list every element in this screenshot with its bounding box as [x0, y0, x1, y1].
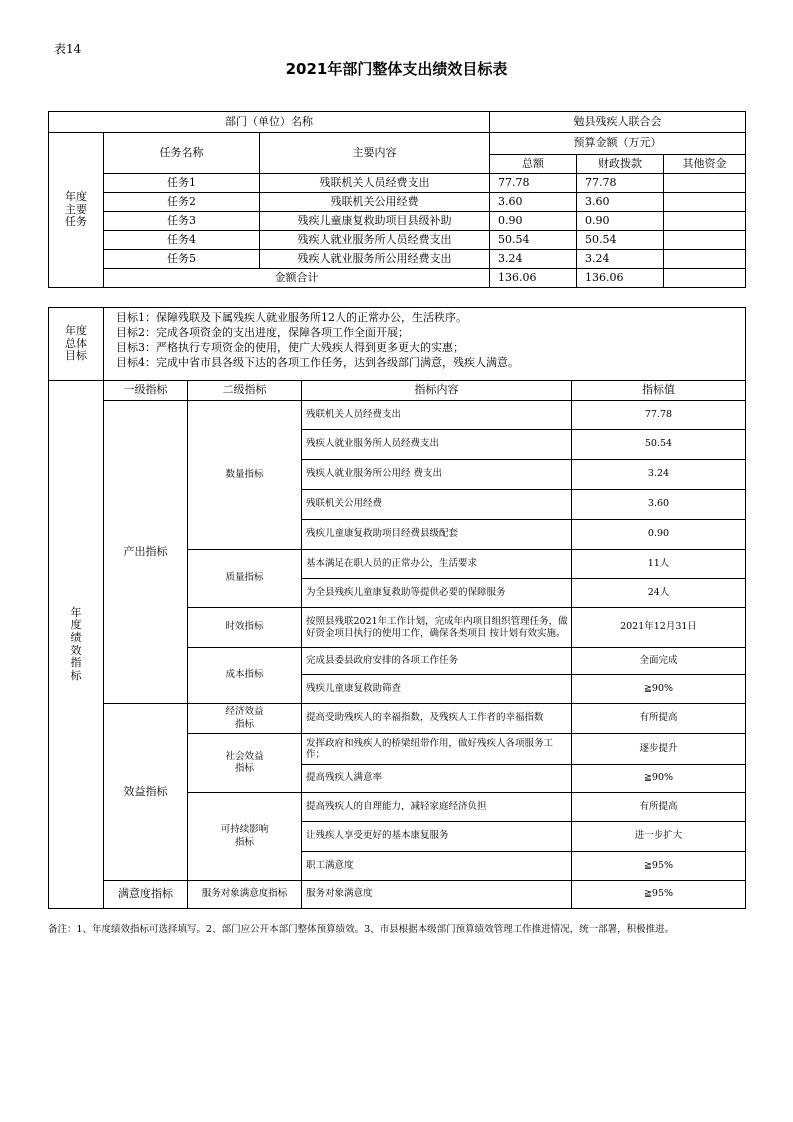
table-row: [49, 881, 746, 909]
header-content: 主要内容: [260, 133, 490, 174]
sum-label: 金额合计: [104, 269, 490, 288]
task-fiscal: 3.24: [577, 250, 664, 269]
indicator-content: 提高受助残疾人的幸福指数，及残疾人工作者的幸福指数: [302, 704, 572, 734]
indicator-value: 3.60: [572, 490, 746, 520]
header-indicator-value: 指标值: [572, 381, 746, 401]
group-satisfaction: 满意度指标: [104, 881, 188, 909]
indicator-value: 3.24: [572, 460, 746, 490]
task-fiscal: 77.78: [577, 174, 664, 193]
table-row: [49, 193, 746, 212]
task-total: 50.54: [490, 231, 577, 250]
task-total: 0.90: [490, 212, 577, 231]
task-content: 残疾人就业服务所人员经费支出: [260, 231, 490, 250]
task-other: [664, 250, 746, 269]
indicator-content: 让残疾人享受更好的基本康复服务: [302, 822, 572, 852]
indicator-content: 残疾人就业服务所人员经费支出: [302, 430, 572, 460]
task-content: 残联机关公用经费: [260, 193, 490, 212]
indicators-table: [48, 380, 746, 909]
task-name: 任务2: [104, 193, 260, 212]
goals-cell: [104, 308, 746, 381]
indicator-content: 为全县残疾儿童康复救助等提供必要的保障服务: [302, 579, 572, 608]
header-fiscal: 财政拨款: [577, 155, 664, 174]
header-total: 总额: [490, 155, 577, 174]
task-content: 残疾人就业服务所公用经费支出: [260, 250, 490, 269]
goals-table: [48, 307, 746, 381]
header-budget: 预算金额（万元）: [490, 133, 746, 155]
sum-row: [49, 269, 746, 288]
indicator-value: 50.54: [572, 430, 746, 460]
header-indicator-content: 指标内容: [302, 381, 572, 401]
indicator-value: 有所提高: [572, 793, 746, 822]
indicator-content: 按照县残联2021年工作计划，完成年内项目组织管理任务，做好资金项目执行的使用工作，确保各类项目 按计划有效实施。: [302, 608, 572, 648]
indicator-content: 基本满足在职人员的正常办公，生活要求: [302, 550, 572, 579]
header-other: 其他资金: [664, 155, 746, 174]
task-fiscal: 3.60: [577, 193, 664, 212]
task-total: 77.78: [490, 174, 577, 193]
task-content: 残疾儿童康复救助项目县级补助: [260, 212, 490, 231]
indicator-value: 0.90: [572, 520, 746, 550]
group-output: 产出指标: [104, 401, 188, 704]
goal-item: 目标3：严格执行专项资金的使用，使广大残疾人得到更多更大的实惠；: [116, 341, 464, 354]
task-content: 残联机关人员经费支出: [260, 174, 490, 193]
table-row: [49, 704, 746, 734]
sub-cost: 成本指标: [188, 648, 302, 704]
goal-item: 目标1：保障残联及下属残疾人就业服务所12人的正常办公，生活秩序。: [116, 311, 467, 324]
indicator-value: 全面完成: [572, 648, 746, 675]
header-level2: 二级指标: [188, 381, 302, 401]
task-total: 3.60: [490, 193, 577, 212]
indicator-content: 残联机关人员经费支出: [302, 401, 572, 430]
table-row: [49, 401, 746, 430]
task-other: [664, 174, 746, 193]
task-name: 任务4: [104, 231, 260, 250]
sub-sustainable: [188, 793, 302, 881]
task-other: [664, 212, 746, 231]
sum-total: 136.06: [490, 269, 577, 288]
tasks-row-label-text: 年度 主要 任务: [65, 190, 87, 229]
indicator-value: 24人: [572, 579, 746, 608]
sub-social: [188, 734, 302, 793]
task-total: 3.24: [490, 250, 577, 269]
table-row: [49, 174, 746, 193]
sub-economic-text: 经济效益 指标: [225, 706, 264, 730]
sub-quantity: 数量指标: [188, 401, 302, 550]
sub-sustainable-text: 可持续影响 指标: [220, 824, 269, 848]
task-other: [664, 231, 746, 250]
sub-economic: [188, 704, 302, 734]
task-name: 任务1: [104, 174, 260, 193]
goal-item: 目标2：完成各项资金的支出进度，保障各项工作全面开展；: [116, 326, 409, 339]
indicator-content: 残疾儿童康复救助项目经费县级配套: [302, 520, 572, 550]
header-task-name: 任务名称: [104, 133, 260, 174]
group-benefit: 效益指标: [104, 704, 188, 881]
sum-fiscal: 136.06: [577, 269, 664, 288]
task-fiscal: 50.54: [577, 231, 664, 250]
table-row: [49, 212, 746, 231]
indicator-value: 有所提高: [572, 704, 746, 734]
indicator-content: 职工满意度: [302, 852, 572, 881]
indicator-value: ≧90%: [572, 675, 746, 704]
task-fiscal: 0.90: [577, 212, 664, 231]
goal-item: 目标4：完成中省市县各级下达的各项工作任务，达到各级部门满意，残疾人满意。: [116, 356, 519, 369]
task-name: 任务5: [104, 250, 260, 269]
indicator-value: 77.78: [572, 401, 746, 430]
sub-service: 服务对象满意度指标: [188, 881, 302, 909]
sub-social-text: 社会效益 指标: [225, 750, 264, 774]
goals-row-label: [49, 308, 104, 381]
sum-other: [664, 269, 746, 288]
header-level1: 一级指标: [104, 381, 188, 401]
indicator-value: 进一步扩大: [572, 822, 746, 852]
sub-quality: 质量指标: [188, 550, 302, 608]
dept-label: 部门（单位）名称: [49, 112, 490, 133]
goals-row-label-text: 年度 总体 目标: [65, 324, 87, 363]
footnote: 备注：1、年度绩效指标可选择填写。2、部门应公开本部门整体预算绩效。3、市县根据本级部门预算绩效管理工作推进情况，统一部署，积极推进。: [48, 924, 675, 935]
task-name: 任务3: [104, 212, 260, 231]
indicator-content: 提高残疾人的自理能力，减轻家庭经济负担: [302, 793, 572, 822]
indicator-content: 残联机关公用经费: [302, 490, 572, 520]
indicator-content: 提高残疾人满意率: [302, 765, 572, 793]
indicator-content: 残疾人就业服务所公用经 费支出: [302, 460, 572, 490]
table-row: [49, 231, 746, 250]
indicators-row-label: [49, 381, 104, 909]
tasks-row-label: [49, 133, 104, 288]
dept-value: 勉县残疾人联合会: [490, 112, 746, 133]
indicator-value: ≧90%: [572, 765, 746, 793]
indicator-value: ≧95%: [572, 881, 746, 909]
page-title: 2021年部门整体支出绩效目标表: [285, 60, 508, 78]
task-other: [664, 193, 746, 212]
table-row: [49, 250, 746, 269]
indicator-content: 发挥政府和残疾人的桥梁纽带作用，做好残疾人各项服务工作；: [302, 734, 572, 765]
indicator-value: ≧95%: [572, 852, 746, 881]
sub-timeliness: 时效指标: [188, 608, 302, 648]
indicator-value: 2021年12月31日: [572, 608, 746, 648]
indicator-content: 残疾儿童康复救助筛查: [302, 675, 572, 704]
indicator-content: 完成县委县政府安排的各项工作任务: [302, 648, 572, 675]
indicators-row-label-text: 年 度 绩 效 指 标: [70, 605, 82, 682]
indicator-value: 11人: [572, 550, 746, 579]
indicator-content: 服务对象满意度: [302, 881, 572, 909]
page-label: 表14: [54, 42, 82, 56]
tasks-table: [48, 111, 746, 288]
indicator-value: 逐步提升: [572, 734, 746, 765]
